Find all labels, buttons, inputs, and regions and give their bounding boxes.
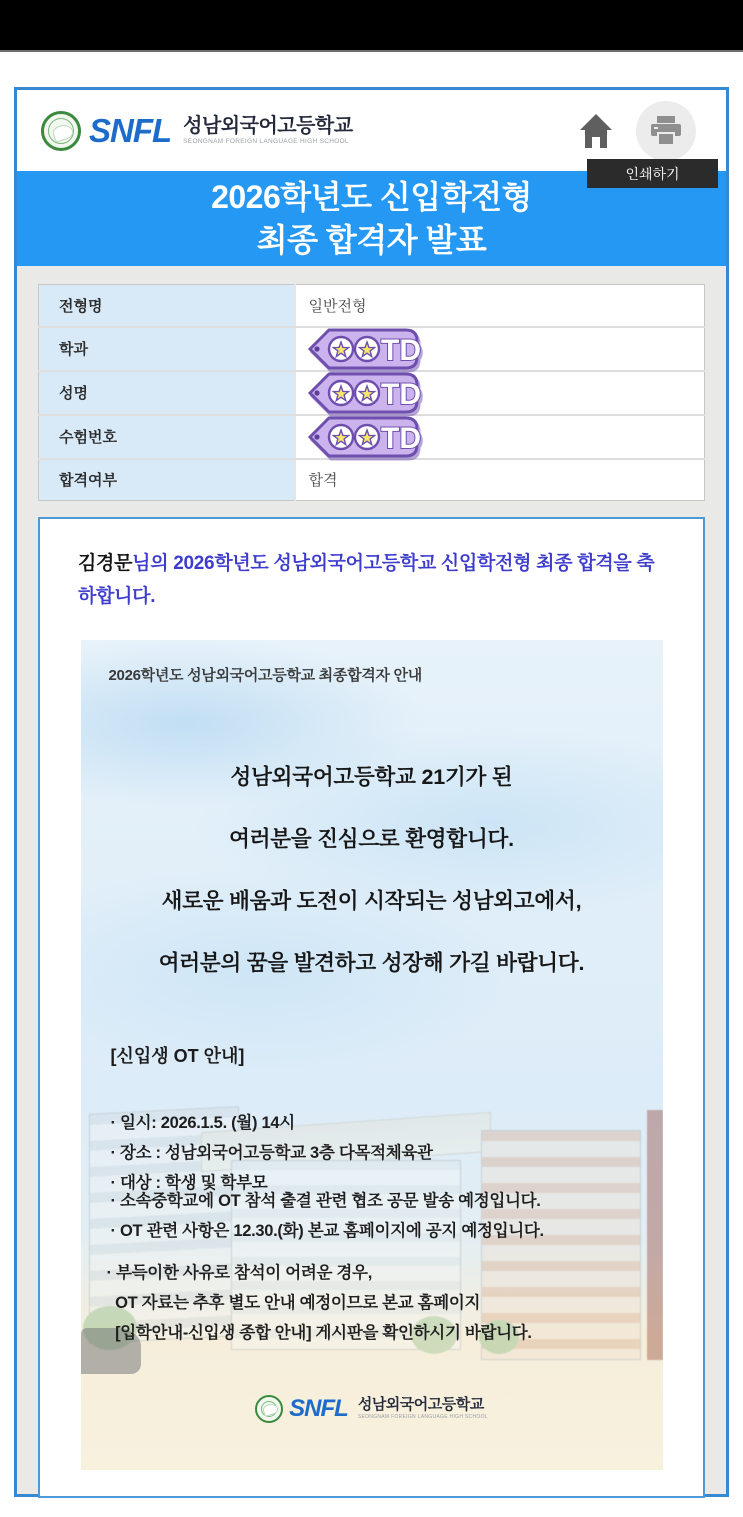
- ot-item: · 대상 : 학생 및 학부모: [110, 1173, 268, 1192]
- school-name-en: SEONGNAM FOREIGN LANGUAGE HIGH SCHOOL: [357, 1413, 488, 1420]
- result-table: [38, 284, 705, 501]
- note-line: · OT 관련 사항은 12.30.(화) 본교 홈페이지에 공지 예정입니다.: [110, 1221, 544, 1240]
- row-label: 수험번호: [39, 415, 295, 459]
- welcome-line: 성남외국어고등학교 21기가 된: [230, 764, 513, 789]
- table-row: [39, 371, 705, 415]
- logo-snfl-text: SNFL: [289, 1394, 348, 1422]
- welcome-message: [81, 760, 663, 1008]
- school-name: 성남외국어고등학교: [183, 114, 353, 137]
- logo-snfl-text: SNFL: [89, 111, 172, 149]
- ot-notes-1: [111, 1186, 544, 1246]
- table-row: [39, 285, 705, 327]
- banner-line-2: 최종 합격자 발표: [256, 221, 487, 258]
- header-actions: [578, 101, 696, 161]
- welcome-line: 여러분의 꿈을 발견하고 성장해 가길 바랍니다.: [158, 950, 585, 975]
- note-line: · 소속중학교에 OT 참석 출결 관련 협조 공문 발송 예정입니다.: [110, 1191, 541, 1210]
- school-name-block: [183, 116, 352, 146]
- poster-footer-logo: [81, 1395, 663, 1423]
- row-label: 성명: [39, 371, 295, 415]
- table-row: [39, 415, 705, 459]
- row-label: 학과: [39, 327, 295, 371]
- row-value: [295, 327, 705, 371]
- masked-value: [309, 328, 705, 370]
- message-box: [38, 517, 705, 1498]
- ot-item: · 일시: 2026.1.5. (월) 14시: [110, 1113, 295, 1132]
- ot-section: [111, 1042, 433, 1198]
- row-value: [295, 371, 705, 415]
- home-icon[interactable]: [578, 111, 614, 151]
- poster-title: 2026학년도 성남외국어고등학교 최종합격자 안내: [108, 666, 422, 684]
- note-line: · 부득이한 사유로 참석이 어려운 경우,: [106, 1263, 372, 1282]
- welcome-line: 새로운 배움과 도전이 시작되는 성남외고에서,: [161, 888, 582, 913]
- note-line: OT 자료는 추후 별도 안내 예정이므로 본교 홈페이지: [106, 1293, 481, 1312]
- ot-item: · 장소 : 성남외국어고등학교 3층 다목적체육관: [110, 1143, 433, 1162]
- school-emblem-icon: [255, 1395, 283, 1423]
- row-value: 합격: [308, 472, 338, 490]
- home-icon-glyph: [578, 111, 614, 151]
- card-body: [17, 266, 726, 1514]
- privacy-sticker: [303, 411, 425, 463]
- congrats-text: 님의 2026학년도 성남외국어고등학교 신입학전형 최종 합격을 축하합니다.: [78, 553, 655, 608]
- building-red-tower: [647, 1110, 663, 1360]
- print-button[interactable]: [636, 101, 696, 161]
- result-card: [14, 87, 729, 1497]
- table-row: [39, 327, 705, 371]
- status-bar: [0, 0, 743, 52]
- row-label: 전형명: [39, 285, 295, 327]
- school-emblem-icon: [41, 111, 81, 151]
- school-name: 성남외국어고등학교: [357, 1396, 484, 1413]
- row-label: 합격여부: [39, 459, 295, 501]
- ot-notes-2: [107, 1258, 532, 1348]
- note-line: [입학안내-신입생 종합 안내] 게시판을 확인하시기 바랍니다.: [106, 1323, 532, 1342]
- school-logo: [41, 111, 353, 151]
- sticker-text: TD: [380, 333, 421, 367]
- congrats-message: [78, 547, 665, 614]
- row-value: 일반전형: [295, 285, 705, 327]
- ot-items: [111, 1108, 433, 1198]
- sticker-text: TD: [380, 421, 421, 455]
- sticker-text: TD: [380, 377, 421, 411]
- table-row: [39, 459, 705, 501]
- print-tooltip: 인쇄하기: [587, 159, 718, 188]
- masked-value: [309, 372, 705, 414]
- ot-title: [신입생 OT 안내]: [110, 1045, 245, 1066]
- banner-line-1: 2026학년도 신입학전형: [211, 179, 532, 216]
- masked-value: [309, 416, 705, 458]
- school-name-block: [358, 1397, 488, 1420]
- row-value: [295, 415, 705, 459]
- applicant-name: 김경문: [78, 553, 133, 574]
- notice-poster: [81, 640, 663, 1470]
- printer-icon: [649, 116, 683, 146]
- welcome-line: 여러분을 진심으로 환영합니다.: [229, 826, 514, 851]
- school-name-en: SEONGNAM FOREIGN LANGUAGE HIGH SCHOOL: [183, 137, 349, 145]
